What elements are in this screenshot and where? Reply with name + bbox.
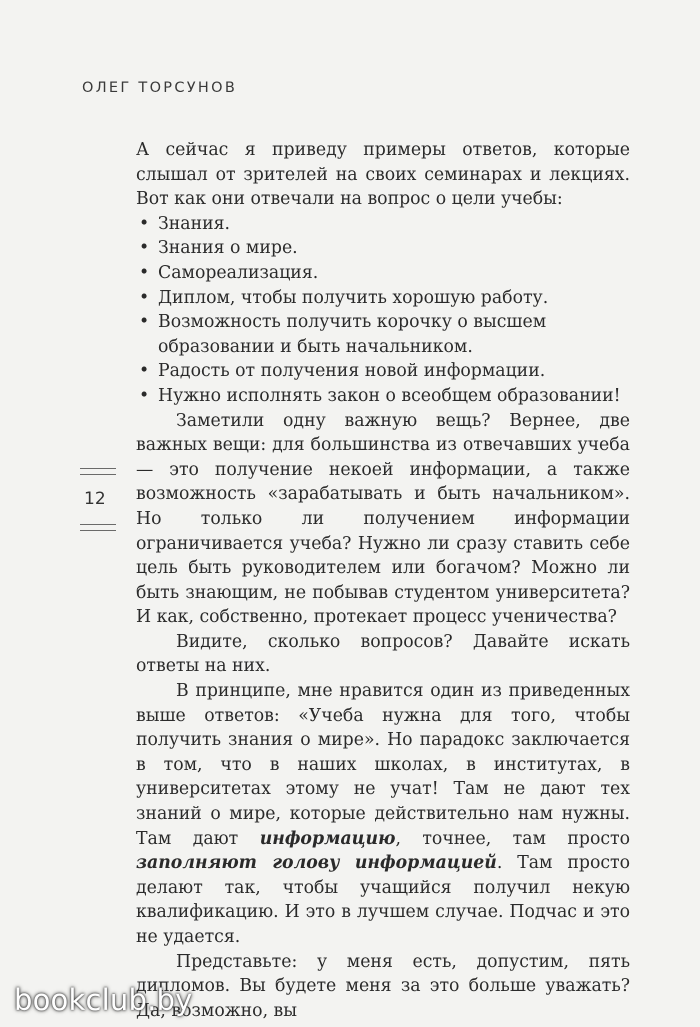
emphasis: заполняют голову информацией: [136, 853, 497, 874]
emphasis: информацию: [259, 828, 396, 849]
paragraph: В принципе, мне нравится один из приведенных выше ответов: «Учеба нужна для того, чтобы получить знания о мире». Но парадокс заключается в том, что в наших школах, в институтах, в университетах этому не учат! Там не дают тех знаний о мире, которые действительно нам нужны. Там дают информацию, точнее, там просто заполняют голову информацией. Там просто делают так, чтобы учащийся получил некую квалификацию. И это в лучшем случае. Подчас и это не удается.: [136, 681, 631, 947]
bullet-icon: •: [139, 312, 150, 333]
bullet-icon: •: [139, 238, 150, 259]
answers-list: [136, 212, 630, 409]
paragraph: Видите, сколько вопросов? Давайте искать ответы на них.: [136, 631, 630, 677]
list-item: • Знания.: [136, 212, 630, 237]
bullet-icon: •: [139, 262, 150, 283]
running-head: ОЛЕГ ТОРСУНОВ: [82, 80, 238, 96]
paragraph: Представьте: у меня есть, допустим, пять дипломов. Вы будете меня за это больше уважать? Да, возможно, вы: [136, 951, 630, 1021]
page-number-marker: [80, 468, 120, 536]
list-item: • Радость от получения новой информации.: [136, 359, 630, 384]
list-item: • Диплом, чтобы получить хорошую работу.: [136, 286, 630, 311]
bullet-icon: •: [139, 385, 150, 406]
folio-rule: [80, 530, 116, 531]
watermark-logo: bookclub.by: [14, 983, 193, 1017]
bullet-icon: •: [139, 287, 150, 308]
intro-paragraph: А сейчас я приведу примеры ответов, которые слышал от зрителей на своих семинарах и лекциях. Вот как они отвечали на вопрос о цели учебы:: [136, 140, 630, 210]
list-item: • Самореализация.: [136, 261, 630, 286]
bullet-icon: •: [139, 213, 150, 234]
body-text: [136, 138, 630, 1023]
paragraph: Заметили одну важную вещь? Вернее, две важных вещи: для большинства из отвечавших учеба — это получение некоей информации, а также возможность «зарабатывать и быть начальником». Но только ли получением информации ограничивается учеба? Нужно ли сразу ставить себе цель быть руководителем или богачом? Можно ли быть знающим, не побывав студентом университета? И как, собственно, протекает процесс ученичества?: [136, 410, 630, 628]
folio-rule: [80, 468, 116, 469]
folio-rule: [80, 524, 116, 525]
bullet-icon: •: [139, 361, 150, 382]
list-item: • Знания о мире.: [136, 236, 630, 261]
folio-rule: [80, 474, 116, 475]
list-item: • Нужно исполнять закон о всеобщем образовании!: [136, 384, 630, 409]
list-item: • Возможность получить корочку о высшем образовании и быть начальником.: [139, 312, 547, 357]
page-number: 12: [84, 489, 106, 509]
